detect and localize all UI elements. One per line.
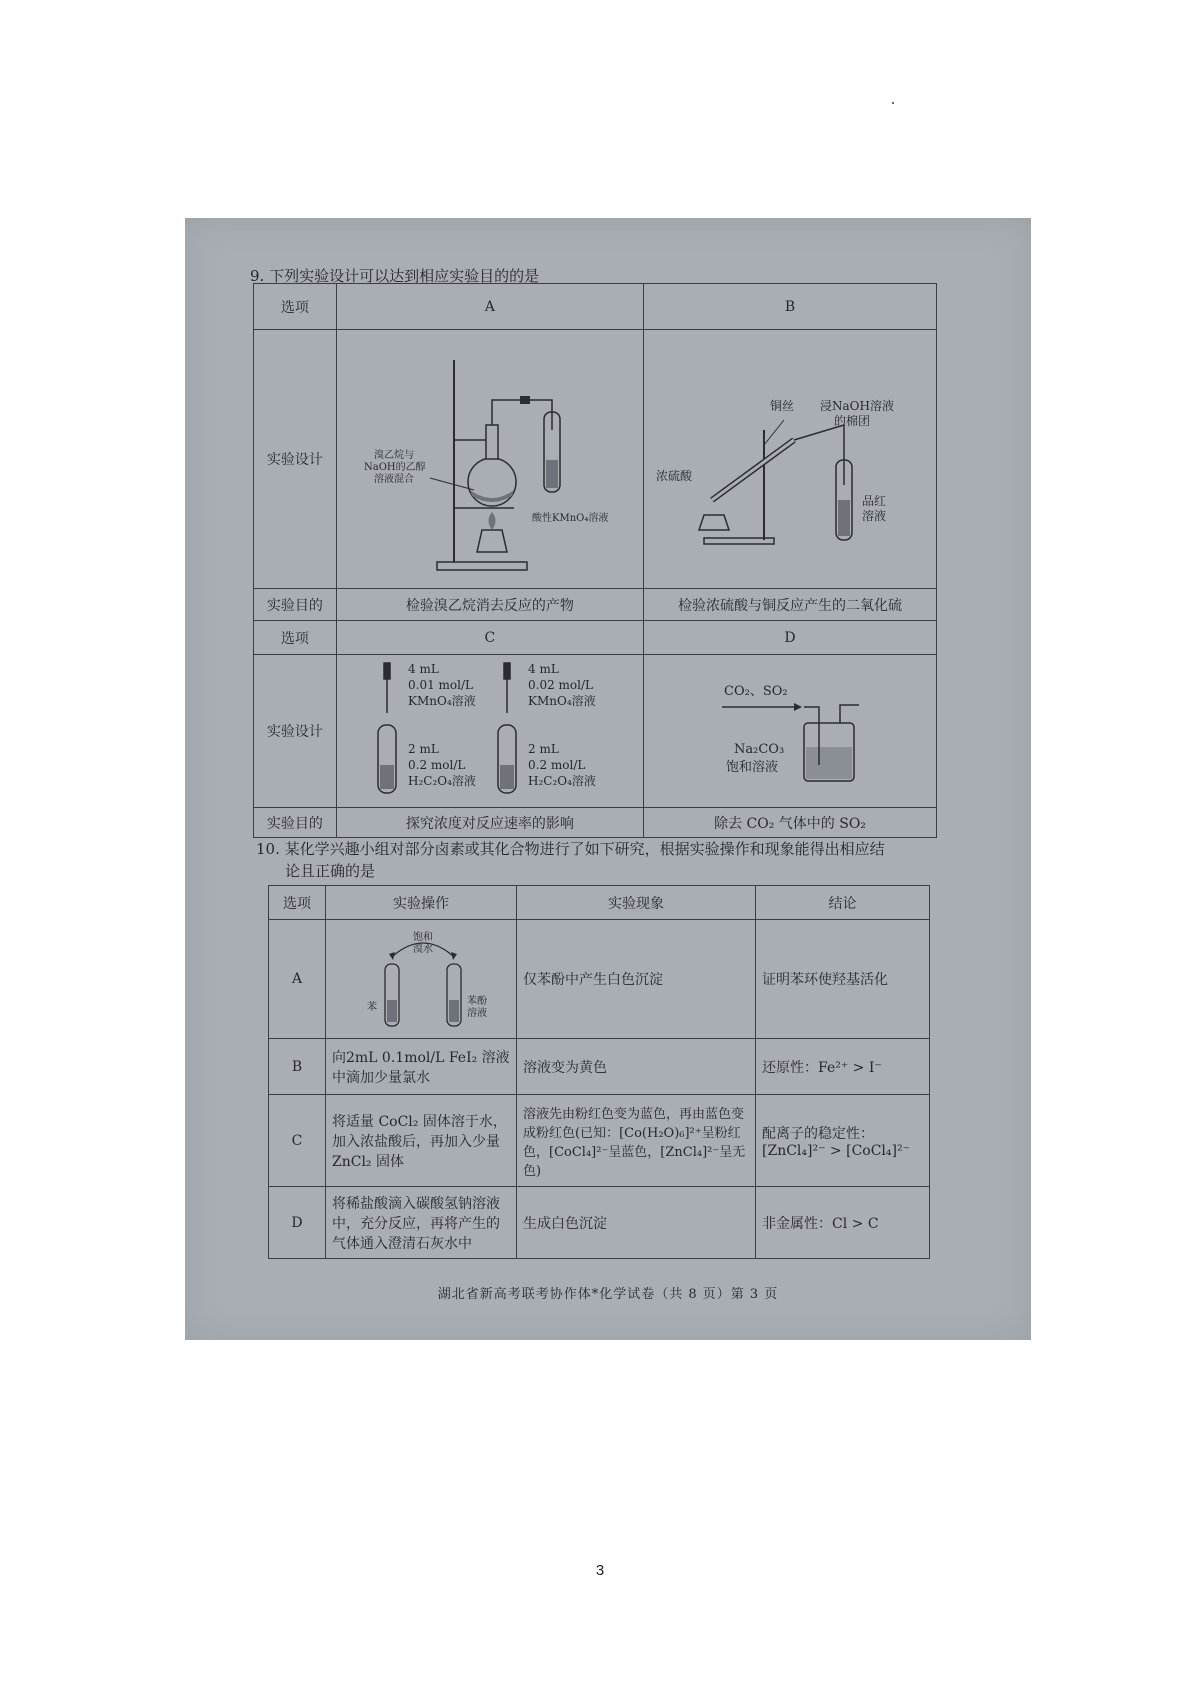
q10-header-option: 选项 [269, 886, 326, 920]
q9-header-c: C [336, 621, 643, 655]
q10-row-b-operation: 向2mL 0.1mol/L FeI₂ 溶液中滴加少量氯水 [326, 1039, 517, 1095]
q9-header-option-2: 选项 [254, 621, 337, 655]
a-label-4: 酸性KMnO₄溶液 [531, 513, 609, 524]
q9-c-apparatus [336, 655, 643, 808]
q10-row-d-option: D [269, 1187, 326, 1259]
gas-washing-bottle-figure [644, 655, 936, 803]
speck [892, 102, 894, 104]
q10-row-a-option: A [269, 920, 326, 1039]
q10-row-d-phenomenon: 生成白色沉淀 [517, 1187, 756, 1259]
copper-acid-apparatus-figure [644, 330, 936, 584]
q9-purpose-b: 检验浓硫酸与铜反应产生的二氧化硫 [644, 589, 937, 621]
b-label-cotton-2: 的棉团 [834, 414, 871, 428]
distillation-apparatus-figure [342, 330, 638, 584]
q9-row-design-ab: 实验设计 [254, 330, 337, 589]
d-gas-label: CO₂、SO₂ [724, 684, 788, 699]
q9-purpose-c: 探究浓度对反应速率的影响 [336, 808, 643, 838]
q10-stem-line2: 论且正确的是 [285, 862, 376, 880]
b-label-red-1: 品红 [862, 494, 887, 508]
q10-row-a-conclusion: 证明苯环使羟基活化 [756, 920, 930, 1039]
q10-stem-line1: 10. 某化学兴趣小组对部分卤素或其化合物进行了如下研究，根据实验操作和现象能得出相应结 [256, 840, 885, 858]
c-left-bot-3: H₂C₂O₄溶液 [407, 774, 476, 788]
q9-row-purpose-cd: 实验目的 [254, 808, 337, 838]
q9-d-apparatus [644, 655, 937, 808]
c-right-top-3: KMnO₄溶液 [527, 694, 596, 708]
page-number: 3 [595, 1562, 605, 1579]
d-solution-2: 饱和溶液 [726, 760, 779, 775]
q9-b-apparatus [644, 330, 937, 589]
q9-purpose-a: 检验溴乙烷消去反应的产物 [336, 589, 643, 621]
q10-header-operation: 实验操作 [326, 886, 517, 920]
exam-footer: 湖北省新高考联考协作体*化学试卷（共 8 页）第 3 页 [437, 1287, 779, 1302]
a-op-label-4: 苯酚 [467, 996, 487, 1007]
q10-row-a-phenomenon: 仅苯酚中产生白色沉淀 [517, 920, 756, 1039]
c-left-top-1: 4 mL [407, 662, 439, 676]
q10-row-c-phenomenon: 溶液先由粉红色变为蓝色，再由蓝色变成粉红色(已知：[Co(H₂O)₆]²⁺呈粉红色，[CoCl₄]²⁻呈蓝色，[ZnCl₄]²⁻呈无色) [517, 1095, 756, 1187]
q10-row-b-option: B [269, 1039, 326, 1095]
q9-table [253, 283, 937, 838]
q10-row-d-operation: 将稀盐酸滴入碳酸氢钠溶液中，充分反应，再将产生的气体通入澄清石灰水中 [326, 1187, 517, 1259]
q9-stem: 9. 下列实验设计可以达到相应实验目的的是 [250, 267, 540, 285]
q10-row-c-conclusion: 配离子的稳定性：[ZnCl₄]²⁻ > [CoCl₄]²⁻ [756, 1095, 930, 1187]
q9-purpose-d: 除去 CO₂ 气体中的 SO₂ [644, 808, 937, 838]
q9-row-design-cd: 实验设计 [254, 655, 337, 808]
q9-header-b: B [644, 284, 937, 330]
a-op-label-5: 溶液 [467, 1008, 487, 1019]
c-left-top-3: KMnO₄溶液 [407, 694, 476, 708]
a-label-3: 溶液混合 [373, 474, 414, 485]
c-right-top-1: 4 mL [527, 662, 559, 676]
q9-header-option: 选项 [254, 284, 337, 330]
b-label-wire: 铜丝 [770, 399, 795, 413]
q9-header-d: D [644, 621, 937, 655]
c-right-bot-1: 2 mL [527, 742, 559, 756]
q9-row-purpose-ab: 实验目的 [254, 589, 337, 621]
q10-header-conclusion: 结论 [756, 886, 930, 920]
a-label-2: NaOH的乙醇 [363, 462, 426, 473]
q10-row-b-conclusion: 还原性：Fe²⁺ > I⁻ [756, 1039, 930, 1095]
c-right-bot-2: 0.2 mol/L [527, 758, 586, 772]
c-left-bot-2: 0.2 mol/L [407, 758, 466, 772]
d-solution-1: Na₂CO₃ [734, 742, 785, 757]
b-label-cotton-1: 浸NaOH溶液 [820, 399, 894, 413]
q9-a-apparatus [336, 330, 643, 589]
a-op-label-3: 苯 [367, 1002, 377, 1013]
q10-row-b-phenomenon: 溶液变为黄色 [517, 1039, 756, 1095]
b-label-acid: 浓硫酸 [656, 469, 693, 483]
c-left-bot-1: 2 mL [407, 742, 439, 756]
q10-row-d-conclusion: 非金属性：Cl > C [756, 1187, 930, 1259]
test-tube-comparison-figure [342, 655, 638, 803]
q9-header-a: A [336, 284, 643, 330]
a-label-1: 溴乙烷与 [373, 450, 414, 461]
c-right-top-2: 0.02 mol/L [527, 678, 593, 692]
a-op-label-1: 饱和 [413, 932, 433, 943]
c-right-bot-3: H₂C₂O₄溶液 [527, 774, 596, 788]
q10-row-c-option: C [269, 1095, 326, 1187]
q10-table [268, 885, 930, 1259]
q10-row-c-operation: 将适量 CoCl₂ 固体溶于水，加入浓盐酸后，再加入少量 ZnCl₂ 固体 [326, 1095, 517, 1187]
q10-header-phenomenon: 实验现象 [517, 886, 756, 920]
bromine-water-figure [333, 920, 509, 1034]
a-op-label-2: 溴水 [413, 944, 433, 955]
c-left-top-2: 0.01 mol/L [407, 678, 473, 692]
b-label-red-2: 溶液 [862, 509, 887, 523]
q10-row-a-operation [326, 920, 517, 1039]
